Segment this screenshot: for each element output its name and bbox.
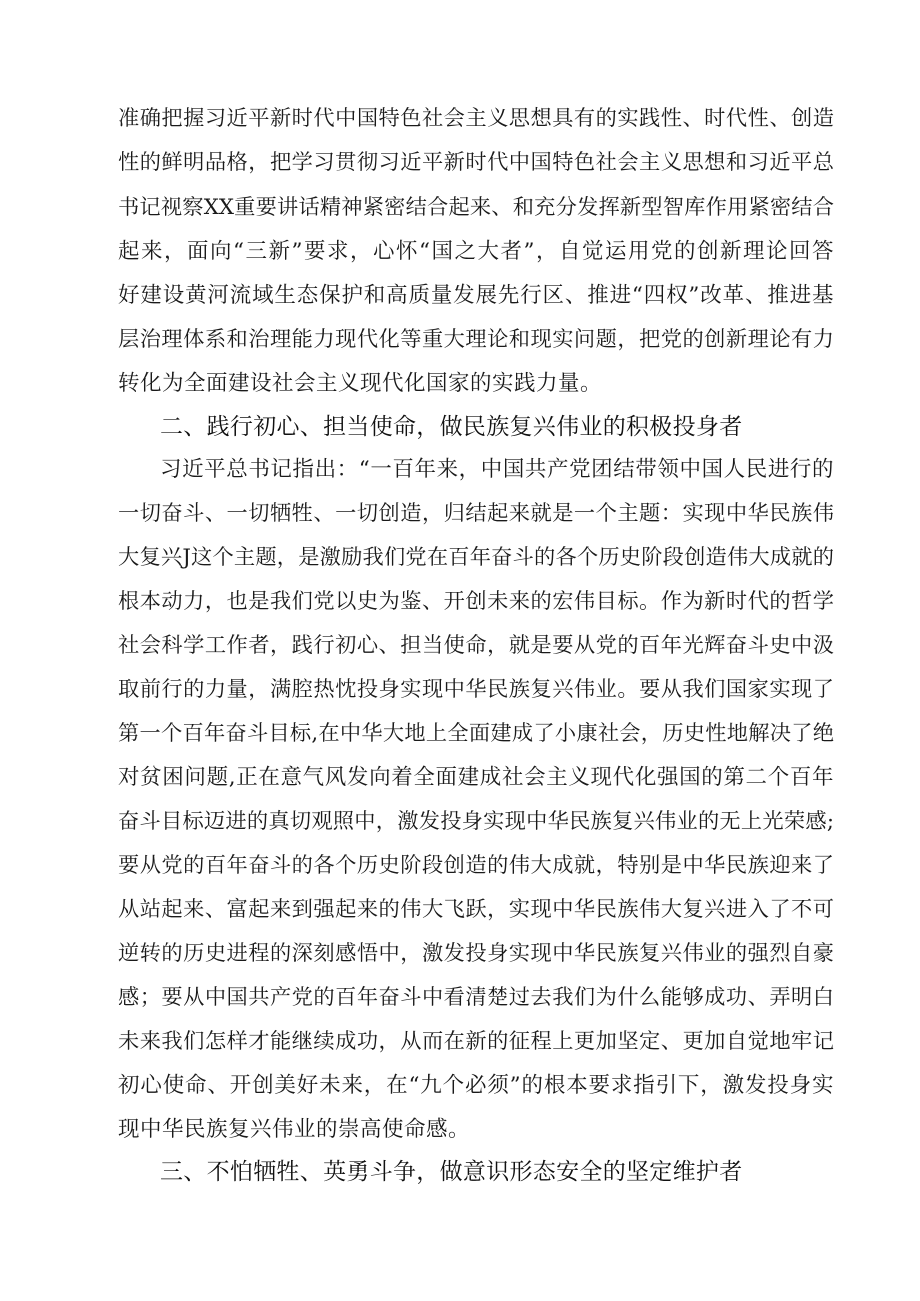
paragraph-2-line-15: 初心使命、开创美好未来，在“九个必须”的根本要求指引下，激发投身实 bbox=[118, 1073, 834, 1098]
section-heading-3: 三、不怕牺牲、英勇斗争，做意识形态安全的坚定维护者 bbox=[160, 1159, 743, 1185]
paragraph-2-line-4: 根本动力，也是我们党以史为鉴、开创未来的宏伟目标。作为新时代的哲学 bbox=[118, 589, 834, 614]
paragraph-1-line-2: 性的鲜明品格，把学习贯彻习近平新时代中国特色社会主义思想和习近平总 bbox=[118, 150, 834, 175]
paragraph-1-line-6: 层治理体系和治理能力现代化等重大理论和现实问题，把党的创新理论有力 bbox=[118, 327, 834, 352]
paragraph-2-line-3: 大复兴J这个主题，是激励我们党在百年奋斗的各个历史阶段创造伟大成就的 bbox=[118, 545, 834, 570]
paragraph-2-line-1: 习近平总书记指出：“一百年来，中国共产党团结带领中国人民进行的 bbox=[160, 457, 834, 482]
paragraph-2-line-10: 要从党的百年奋斗的各个历史阶段创造的伟大成就，特别是中华民族迎来了 bbox=[118, 853, 834, 878]
section-heading-2: 二、践行初心、担当使命，做民族复兴伟业的积极投身者 bbox=[160, 414, 743, 440]
paragraph-1-line-7: 转化为全面建设社会主义现代化国家的实践力量。 bbox=[118, 371, 603, 396]
paragraph-1-line-4: 起来，面向“三新”要求，心怀“国之大者”，自觉运用党的创新理论回答 bbox=[118, 239, 834, 264]
paragraph-2-line-7: 第一个百年奋斗目标,在中华大地上全面建成了小康社会，历史性地解决了绝 bbox=[118, 721, 834, 746]
paragraph-2-line-13: 感；要从中国共产党的百年奋斗中看清楚过去我们为什么能够成功、弄明白 bbox=[118, 985, 834, 1010]
paragraph-1-line-5: 好建设黄河流域生态保护和高质量发展先行区、推进“四权”改革、推进基 bbox=[118, 283, 834, 308]
paragraph-2-line-2: 一切奋斗、一切牺牲、一切创造，归结起来就是一个主题：实现中华民族伟 bbox=[118, 501, 834, 526]
paragraph-2-line-16: 现中华民族复兴伟业的崇高使命感。 bbox=[118, 1117, 471, 1142]
paragraph-2-line-12: 逆转的历史进程的深刻感悟中，激发投身实现中华民族复兴伟业的强烈自豪 bbox=[118, 941, 834, 966]
paragraph-1-line-3: 书记视察XX重要讲话精神紧密结合起来、和充分发挥新型智库作用紧密结合 bbox=[118, 195, 834, 220]
paragraph-2-line-5: 社会科学工作者，践行初心、担当使命，就是要从党的百年光辉奋斗史中汲 bbox=[118, 633, 834, 658]
paragraph-1-line-1: 准确把握习近平新时代中国特色社会主义思想具有的实践性、时代性、创造 bbox=[118, 106, 834, 131]
paragraph-2-line-9: 奋斗目标迈进的真切观照中，激发投身实现中华民族复兴伟业的无上光荣感; bbox=[118, 809, 834, 834]
paragraph-2-line-14: 未来我们怎样才能继续成功，从而在新的征程上更加坚定、更加自觉地牢记 bbox=[118, 1029, 834, 1054]
paragraph-2-line-6: 取前行的力量，满腔热忱投身实现中华民族复兴伟业。要从我们国家实现了 bbox=[118, 677, 834, 702]
paragraph-2-line-11: 从站起来、富起来到强起来的伟大飞跃，实现中华民族伟大复兴进入了不可 bbox=[118, 897, 834, 922]
paragraph-2-line-8: 对贫困问题,正在意气风发向着全面建成社会主义现代化强国的第二个百年 bbox=[118, 765, 834, 790]
